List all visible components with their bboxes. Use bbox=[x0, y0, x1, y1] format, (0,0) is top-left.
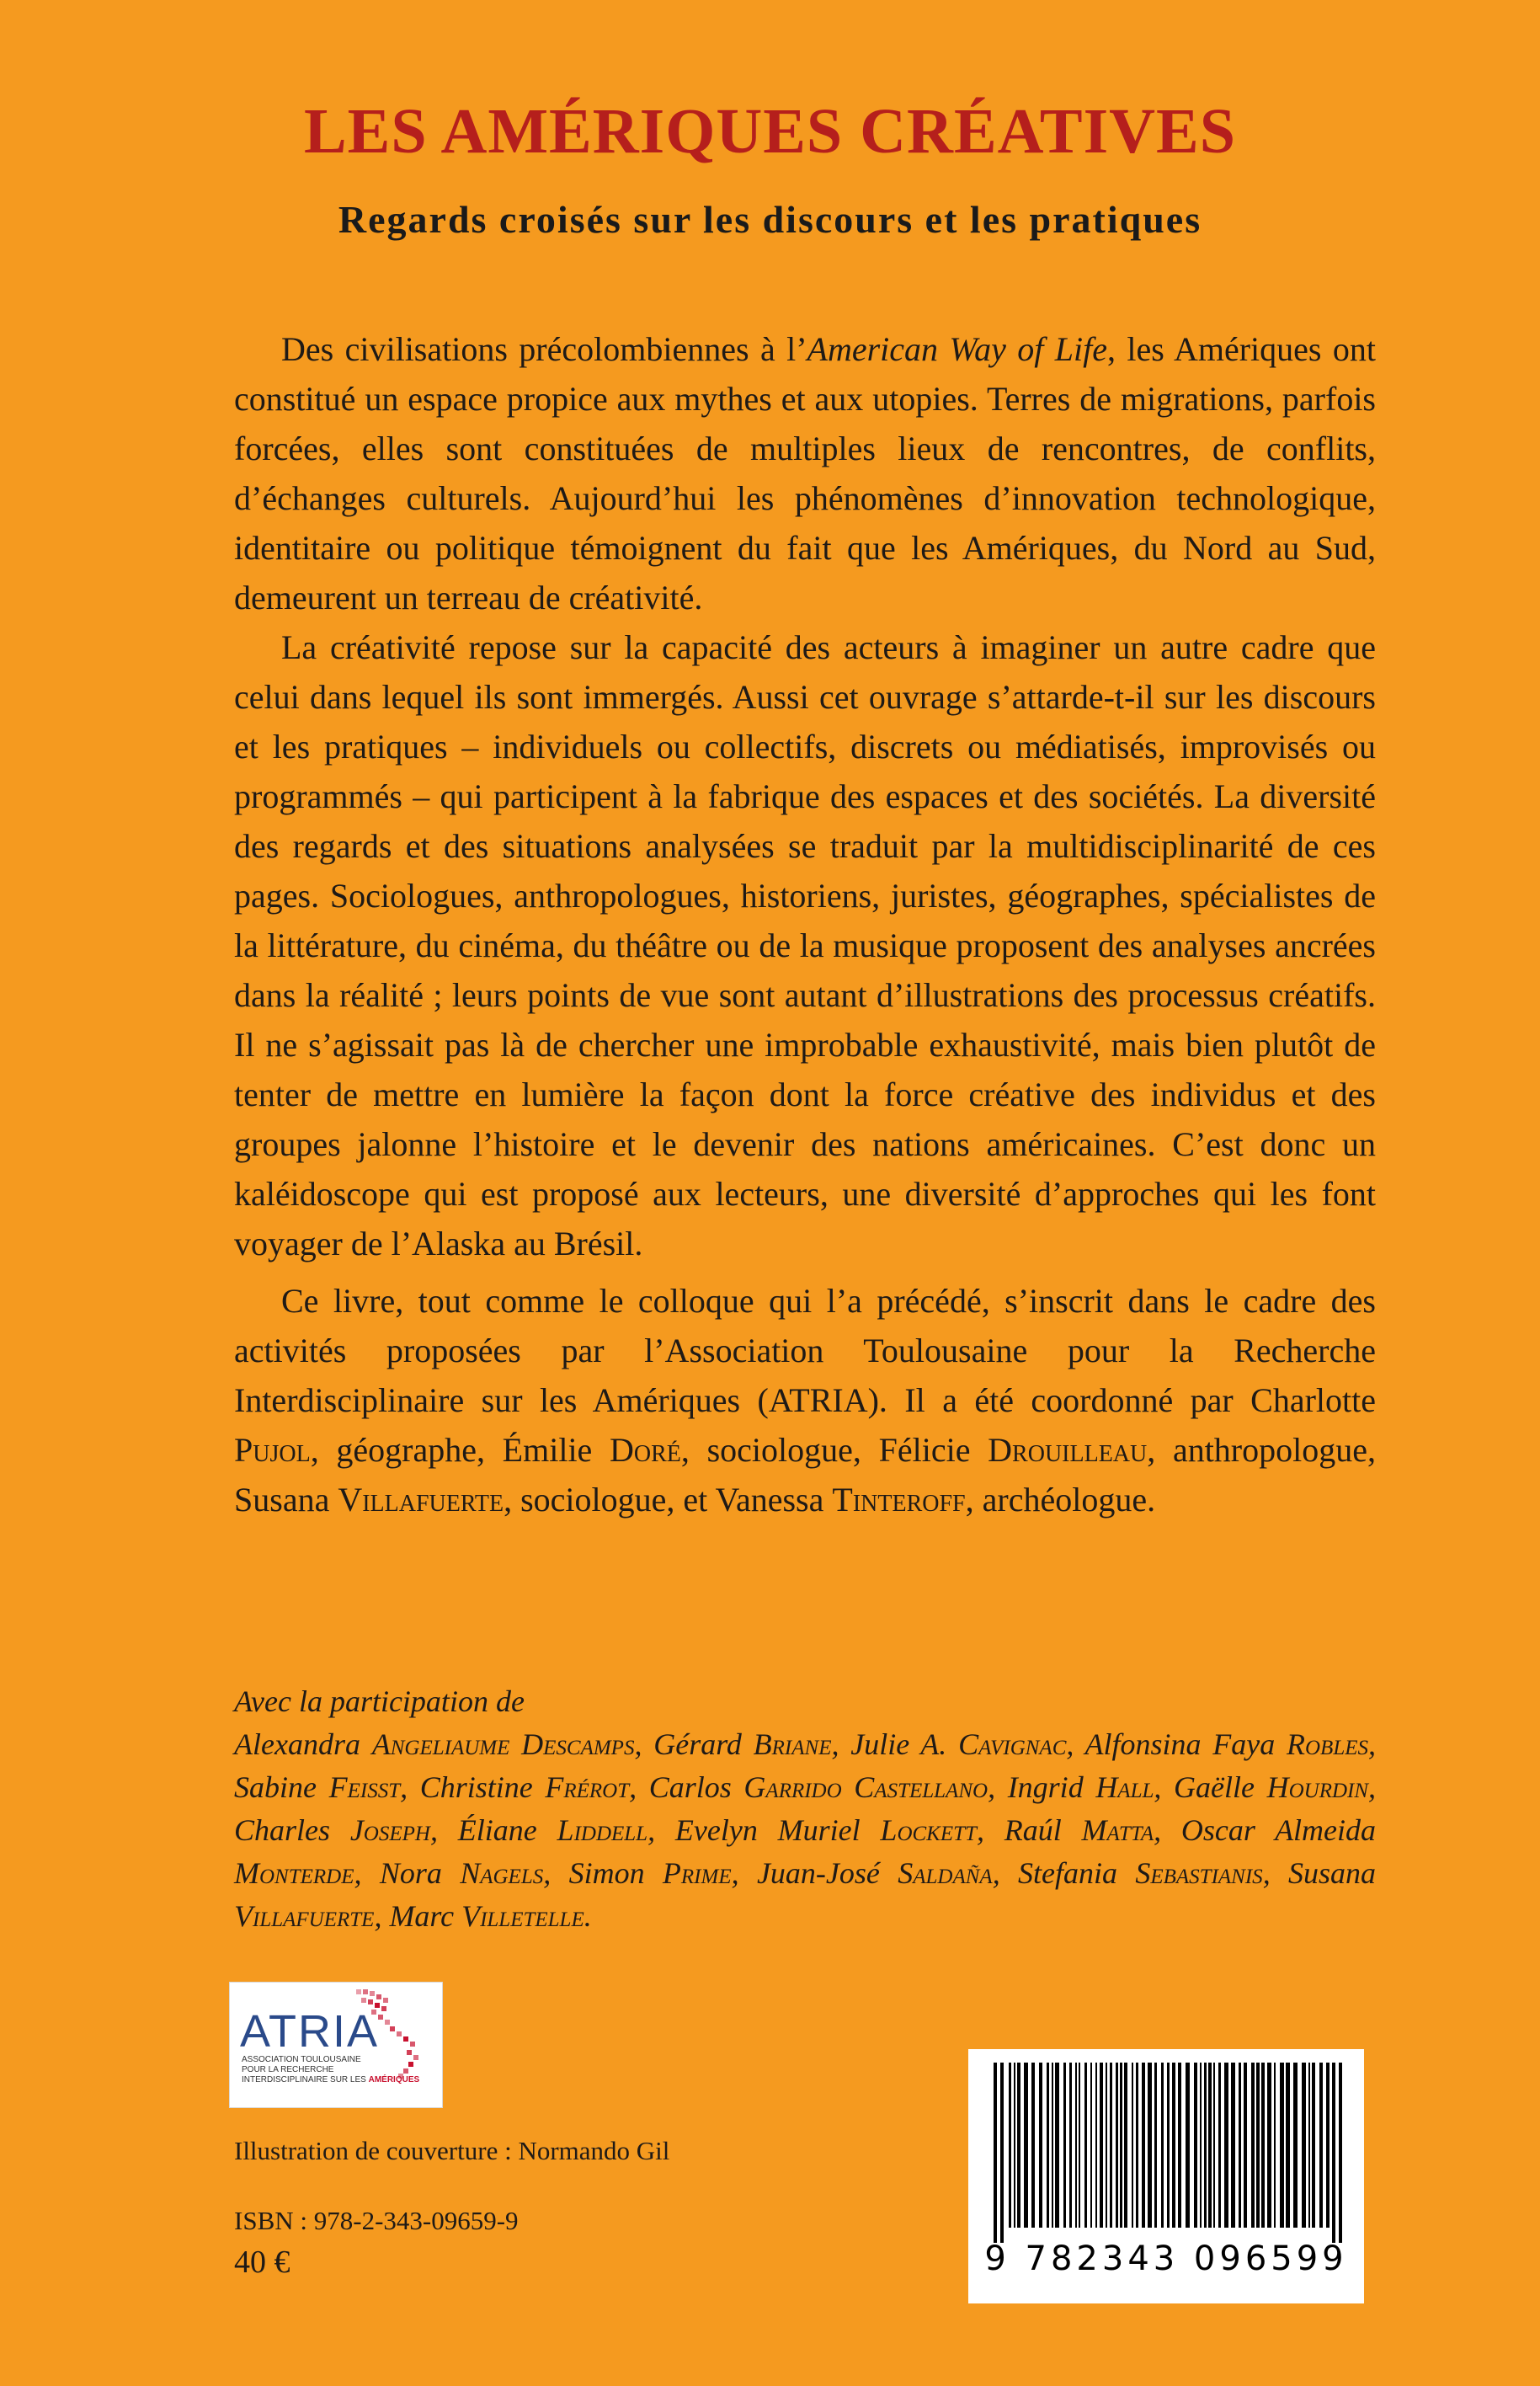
contributor: Nora Nagels, bbox=[379, 1856, 569, 1890]
barcode-bar bbox=[1256, 2063, 1260, 2228]
barcode-guard-bar bbox=[994, 2063, 997, 2243]
barcode-guard-bar bbox=[1339, 2063, 1342, 2243]
barcode-bar bbox=[1267, 2063, 1271, 2228]
barcode-bar bbox=[1251, 2063, 1255, 2228]
barcode-bar bbox=[1280, 2063, 1284, 2228]
barcode-bar bbox=[1039, 2063, 1042, 2228]
barcode-bar bbox=[1031, 2063, 1035, 2228]
barcode-bar bbox=[1261, 2063, 1265, 2228]
barcode-guard-bar bbox=[1000, 2063, 1004, 2243]
barcode-bar bbox=[1142, 2063, 1145, 2228]
coordinator: Vanessa Tinteroff, archéologue. bbox=[715, 1481, 1156, 1519]
contributor: Evelyn Muriel Lockett, bbox=[674, 1813, 1004, 1847]
emphasis-american-way: American Way of Life bbox=[807, 330, 1107, 368]
coordination-block bbox=[234, 1276, 1376, 1524]
barcode-bar bbox=[1090, 2063, 1092, 2228]
barcode-bar bbox=[1186, 2063, 1190, 2228]
contributor: Gaëlle Hourdin, bbox=[1174, 1770, 1377, 1804]
barcode-bar bbox=[1084, 2063, 1087, 2228]
logo-acronym: ATRIA bbox=[240, 2006, 380, 2057]
barcode-bar bbox=[1178, 2063, 1181, 2228]
barcode-bar bbox=[1194, 2063, 1197, 2228]
contributor: Alfonsina Faya Robles, bbox=[1084, 1727, 1376, 1761]
contributor: Éliane Liddell, bbox=[457, 1813, 675, 1847]
barcode-bar bbox=[1055, 2063, 1059, 2228]
isbn: ISBN : 978-2-343-09659-9 bbox=[234, 2206, 519, 2235]
barcode-bar bbox=[1293, 2063, 1298, 2228]
barcode-bar bbox=[1244, 2063, 1247, 2228]
barcode-bar bbox=[1148, 2063, 1152, 2228]
barcode-bar bbox=[1200, 2063, 1202, 2228]
contributor: Sabine Feisst, bbox=[234, 1770, 420, 1804]
atria-logo bbox=[229, 1982, 443, 2108]
barcode-bar bbox=[1274, 2063, 1276, 2228]
contributor-list bbox=[234, 1727, 1376, 1933]
contributor: Ingrid Hall, bbox=[1007, 1770, 1175, 1804]
coordinator: Félicie Drouilleau, anthropologue, bbox=[878, 1431, 1376, 1469]
participation-block bbox=[234, 1680, 1376, 1938]
barcode-bar bbox=[1154, 2063, 1157, 2228]
paragraph-coordination: Ce livre, tout comme le colloque qui l’a précédé, s’inscrit dans le cadre des activités proposées par l’Association Toulousaine pour la Recherche Interdisciplinaire sur les Amériques (ATRIA). Il a été coordonné par Charlotte Pujol, géographe, Émilie Doré, sociologue, Félicie Drouilleau, anthropologue, Susana Villafuerte, sociologue, et Vanessa Tinteroff, archéologue. bbox=[234, 1282, 1377, 1519]
barcode-bar bbox=[1017, 2063, 1020, 2228]
barcode-bar bbox=[1208, 2063, 1212, 2228]
illustration-credit: Illustration de couverture : Normando Gil bbox=[234, 2136, 670, 2165]
barcode-bar bbox=[1213, 2063, 1215, 2228]
barcode-bar bbox=[1319, 2063, 1323, 2228]
barcode-bar bbox=[1124, 2063, 1127, 2228]
barcode-bar bbox=[1167, 2063, 1170, 2228]
barcode-bar bbox=[1024, 2063, 1028, 2228]
barcode-bar bbox=[1116, 2063, 1118, 2228]
coordinator: Émilie Doré, sociologue, bbox=[502, 1431, 879, 1469]
contributor: Raúl Matta, bbox=[1004, 1813, 1181, 1847]
barcode-bar bbox=[1326, 2063, 1330, 2228]
barcode-bar bbox=[1308, 2063, 1310, 2228]
barcode-guard-bar bbox=[1332, 2063, 1335, 2243]
coordinator: Susana Villafuerte, sociologue, et bbox=[234, 1481, 716, 1519]
barcode-bar bbox=[1120, 2063, 1122, 2228]
barcode-bar bbox=[1312, 2063, 1315, 2228]
contributor: Gérard Briane, bbox=[653, 1727, 851, 1761]
contributor: Juan-José Saldaña, bbox=[756, 1856, 1019, 1890]
barcode-bar bbox=[1063, 2063, 1066, 2228]
contributor: Carlos Garrido Castellano, bbox=[648, 1770, 1008, 1804]
barcode-bar bbox=[1302, 2063, 1306, 2228]
barcode-bar bbox=[1052, 2063, 1053, 2228]
contributor: Stefania Sebastianis, bbox=[1018, 1856, 1289, 1890]
barcode-bar bbox=[1231, 2063, 1235, 2228]
book-title: LES AMÉRIQUES CRÉATIVES bbox=[303, 96, 1236, 167]
barcode-bar bbox=[1161, 2063, 1164, 2228]
contributor: Susana Villafuerte, bbox=[234, 1856, 1377, 1933]
contributor: Christine Frérot, bbox=[419, 1770, 649, 1804]
contributor: Julie A. Cavignac, bbox=[850, 1727, 1085, 1761]
price: 40 € bbox=[234, 2245, 290, 2280]
barcode-bar bbox=[1079, 2063, 1080, 2228]
barcode-bar bbox=[1009, 2063, 1011, 2228]
contributor: Charles Joseph, bbox=[234, 1813, 458, 1847]
svg-text:ASSOCIATION TOULOUSAINE: ASSOCIATION TOULOUSAINE bbox=[242, 2055, 361, 2064]
barcode-bar bbox=[1069, 2063, 1072, 2228]
barcode-bars bbox=[968, 2049, 1364, 2243]
barcode bbox=[968, 2049, 1364, 2303]
barcode-bar bbox=[1095, 2063, 1097, 2228]
barcode-bar bbox=[1286, 2063, 1290, 2228]
coordinator: Charlotte Pujol, géographe, bbox=[234, 1381, 1377, 1469]
barcode-bar bbox=[1218, 2063, 1221, 2228]
barcode-bar bbox=[1172, 2063, 1175, 2228]
contributor: Marc Villetelle. bbox=[389, 1899, 592, 1933]
barcode-bar bbox=[1075, 2063, 1077, 2228]
svg-text:POUR LA RECHERCHE: POUR LA RECHERCHE bbox=[242, 2065, 334, 2074]
contributor: Oscar Almeida Monterde, bbox=[234, 1813, 1377, 1890]
barcode-bar bbox=[1110, 2063, 1112, 2228]
book-subtitle: Regards croisés sur les discours et les pratiques bbox=[338, 198, 1202, 241]
paragraph-creativity: La créativité repose sur la capacité des acteurs à imaginer un autre cadre que celui dans lequel ils sont immergés. Aussi cet ouvrage s’attarde-t-il sur les discours et les pratiques – individuels ou collectifs, discrets ou médiatisés, improvisés ou programmés – qui participent à la fabrique des espaces et des sociétés. La diversité des regards et des situations analysées se traduit par la multidisciplinarité de ces pages. Sociologues, anthropologues, historiens, juristes, géographes, spécialistes de la littérature, du cinéma, du théâtre ou de la musique proposent des analyses ancrées dans la réalité ; leurs points de vue sont autant d’illustrations des processus créatifs. Il ne s’agissait pas là de chercher une improbable exhaustivité, mais bien plutôt de tenter de mettre en lumière la façon dont la force créative des individus et des groupes jalonne l’histoire et le devenir des nations américaines. C’est donc un kaléidoscope qui est proposé aux lecteurs, une diversité d’approches qui les font voyager de l’Alaska au Brésil. bbox=[234, 628, 1376, 1262]
barcode-bar bbox=[1224, 2063, 1228, 2228]
description-block bbox=[234, 324, 1376, 1268]
barcode-digits: 9 782343 096599 bbox=[984, 2239, 1348, 2278]
barcode-bar bbox=[1106, 2063, 1107, 2228]
contributor: Simon Prime, bbox=[568, 1856, 757, 1890]
barcode-bar bbox=[1132, 2063, 1133, 2228]
svg-text:INTERDISCIPLINAIRE SUR LES AMÉ: INTERDISCIPLINAIRE SUR LES AMÉRIQUES bbox=[242, 2075, 420, 2084]
barcode-bar bbox=[1047, 2063, 1049, 2228]
contributor: Alexandra Angeliaume Descamps, bbox=[234, 1727, 654, 1761]
barcode-bar bbox=[1100, 2063, 1103, 2228]
atria-logo-graphic bbox=[230, 1983, 442, 2107]
barcode-bar bbox=[1014, 2063, 1015, 2228]
barcode-bar bbox=[1239, 2063, 1241, 2228]
barcode-bar bbox=[1136, 2063, 1138, 2228]
participation-label: Avec la participation de bbox=[234, 1684, 525, 1718]
paragraph-intro: Des civilisations précolombiennes à l’American Way of Life, les Amériques ont constitué un espace propice aux mythes et aux utopies. Terres de migrations, parfois forcées, elles sont constituées de multiples lieux de rencontres, de conflits, d’échanges culturels. Aujourd’hui les phénomènes d’innovation technologique, identitaire ou politique témoignent du fait que les Amériques, du Nord au Sud, demeurent un terreau de créativité. bbox=[234, 330, 1376, 617]
barcode-bar bbox=[1204, 2063, 1207, 2228]
